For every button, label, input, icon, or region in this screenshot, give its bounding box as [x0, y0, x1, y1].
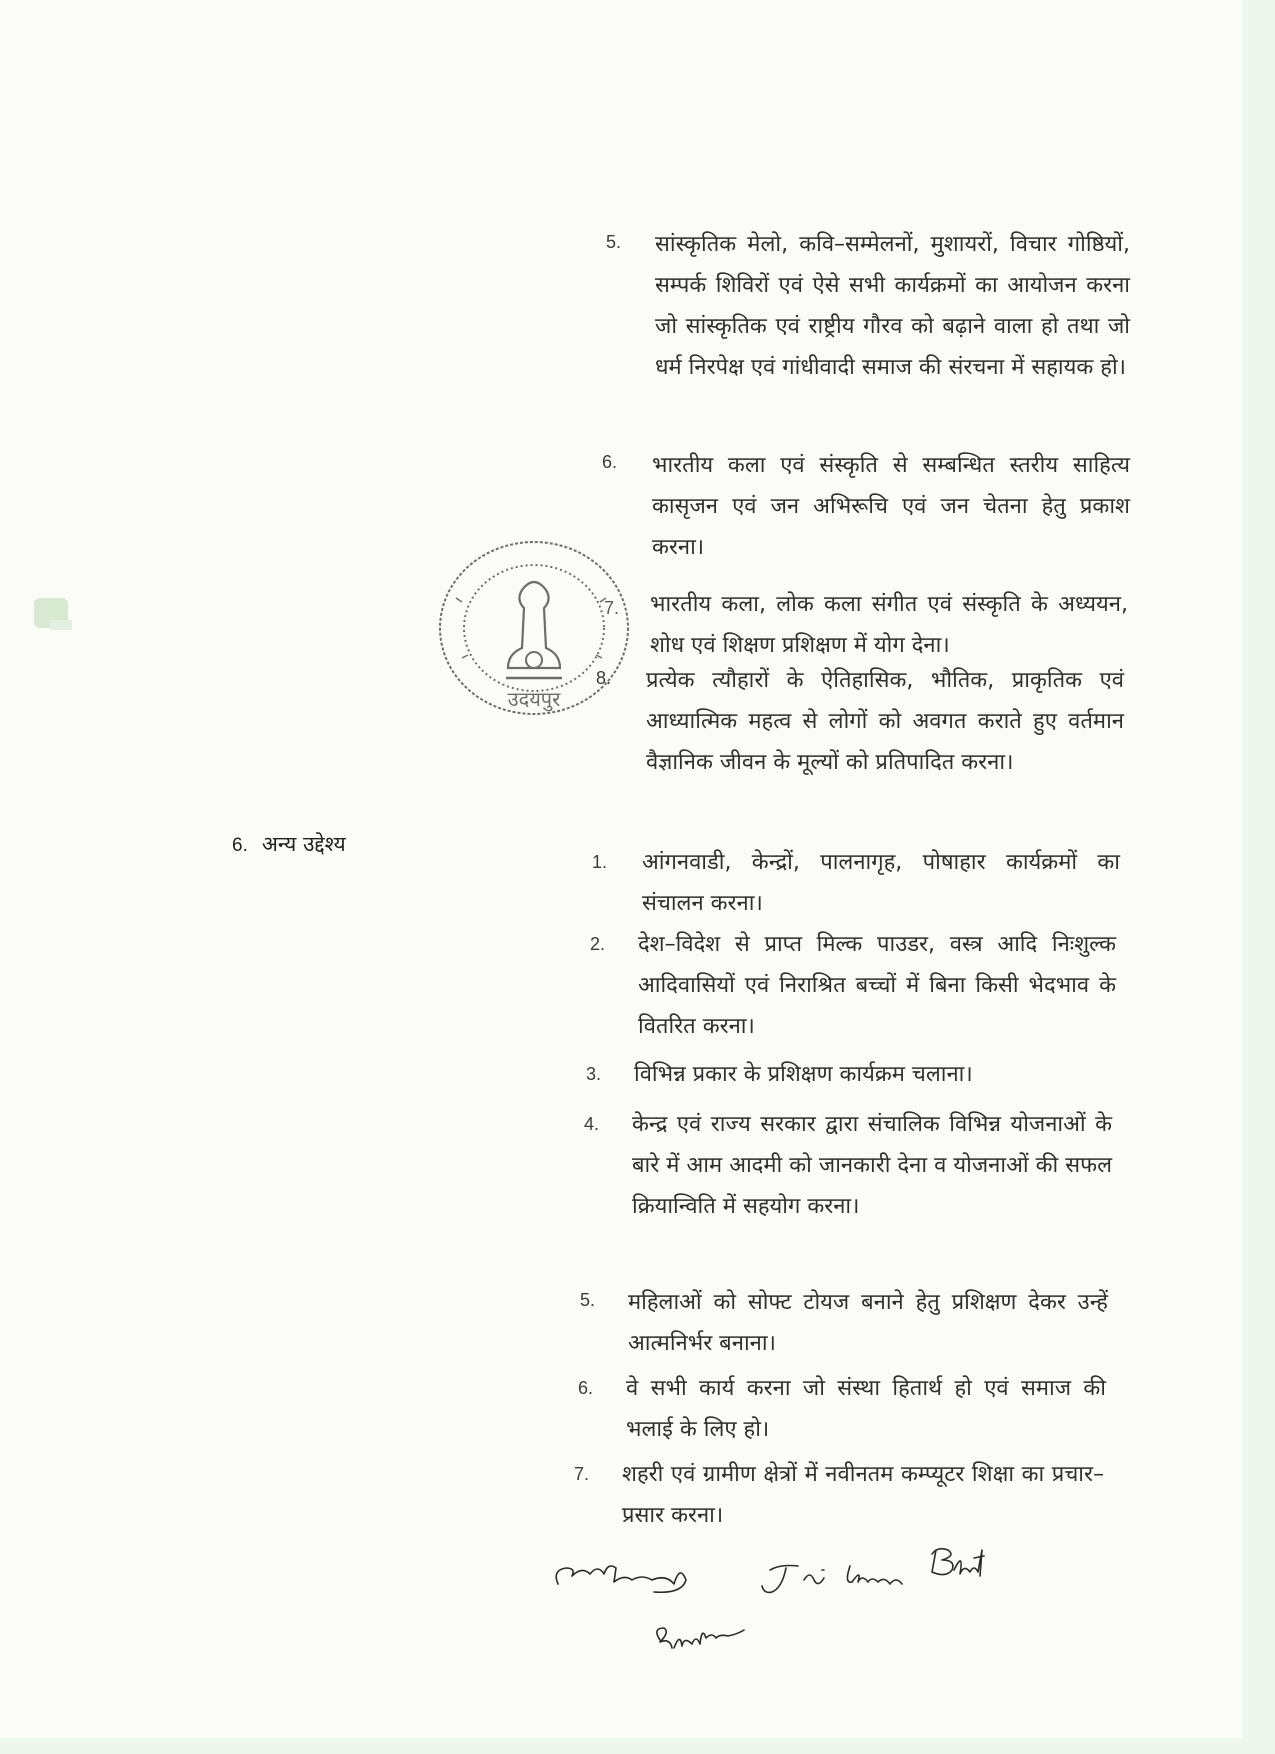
seal-text: उदयपुर: [507, 687, 561, 711]
item-number: 7.: [604, 598, 620, 618]
scan-speck: [50, 620, 72, 630]
item-text: भारतीय कला, लोक कला संगीत एवं संस्कृति के अध्ययन, शोध एवं शिक्षण प्रशिक्षण में योग देना।: [650, 592, 1128, 658]
item-text: भारतीय कला एवं संस्कृति से सम्बन्धित स्तरीय साहित्य कासृजन एवं जन अभिरूचि एवं जन चेतना हेतु प्रकाश करना।: [652, 453, 1130, 560]
item-text: प्रत्येक त्यौहारों के ऐतिहासिक, भौतिक, प्राकृतिक एवं आध्यात्मिक महत्व से लोगों को अवगत कराते हुए वर्तमान वैज्ञानिक जीवन के मूल्यों को प्रतिपादित करना।: [646, 668, 1124, 775]
signature-2: [762, 1549, 984, 1593]
item-number: 5.: [580, 1290, 596, 1310]
item-number: 3.: [586, 1064, 602, 1084]
item-text: वे सभी कार्य करना जो संस्था हितार्थ हो एवं समाज की भलाई के लिए हो।: [626, 1376, 1106, 1442]
item-number: 5.: [606, 232, 622, 252]
item-text: शहरी एवं ग्रामीण क्षेत्रों में नवीनतम कम्प्यूटर शिक्षा का प्रचार–प्रसार करना।: [622, 1462, 1104, 1528]
section-number: 6.: [232, 835, 248, 856]
signature-1: [556, 1566, 686, 1592]
section-heading: [232, 830, 346, 858]
item-text: देश–विदेश से प्राप्त मिल्क पाउडर, वस्त्र आदि निःशुल्क आदिवासियों एवं निराश्रित बच्चों में बिना किसी भेदभाव के वितरित करना।: [638, 932, 1116, 1039]
item-text: केन्द्र एवं राज्य सरकार द्वारा संचालिक विभिन्न योजनाओं के बारे में आम आदमी को जानकारी देना व योजनाओं की सफल क्रियान्विति में सहयोग करना।: [632, 1112, 1112, 1219]
item-number: 7.: [574, 1464, 590, 1484]
signature-3: [657, 1628, 744, 1648]
item-number: 1.: [592, 852, 608, 872]
item-number: 6.: [578, 1378, 594, 1398]
item-number: 8.: [596, 668, 612, 688]
item-number: 2.: [590, 934, 606, 954]
item-number: 6.: [602, 452, 618, 472]
item-text: महिलाओं को सोफ्ट टोयज बनाने हेतु प्रशिक्षण देकर उन्हें आत्मनिर्भर बनाना।: [628, 1290, 1108, 1356]
item-text: आंगनवाडी, केन्द्रों, पालनागृह, पोषाहार कार्यक्रमों का संचालन करना।: [642, 850, 1120, 916]
item-text: विभिन्न प्रकार के प्रशिक्षण कार्यक्रम चलाना।: [634, 1062, 973, 1087]
section-title: अन्य उद्देश्य: [261, 832, 346, 856]
item-number: 4.: [584, 1114, 600, 1134]
official-seal: [436, 538, 632, 718]
signatures: [550, 1540, 1150, 1680]
item-text: सांस्कृतिक मेलो, कवि–सम्मेलनों, मुशायरों, विचार गोष्ठियों, सम्पर्क शिविरों एवं ऐसे सभी कार्यक्रमों का आयोजन करना जो सांस्कृतिक एवं राष्ट्रीय गौरव को बढ़ाने वाला हो तथा जो धर्म निरपेक्ष एवं गांधीवादी समाज की संरचना में सहायक हो।: [655, 232, 1130, 380]
